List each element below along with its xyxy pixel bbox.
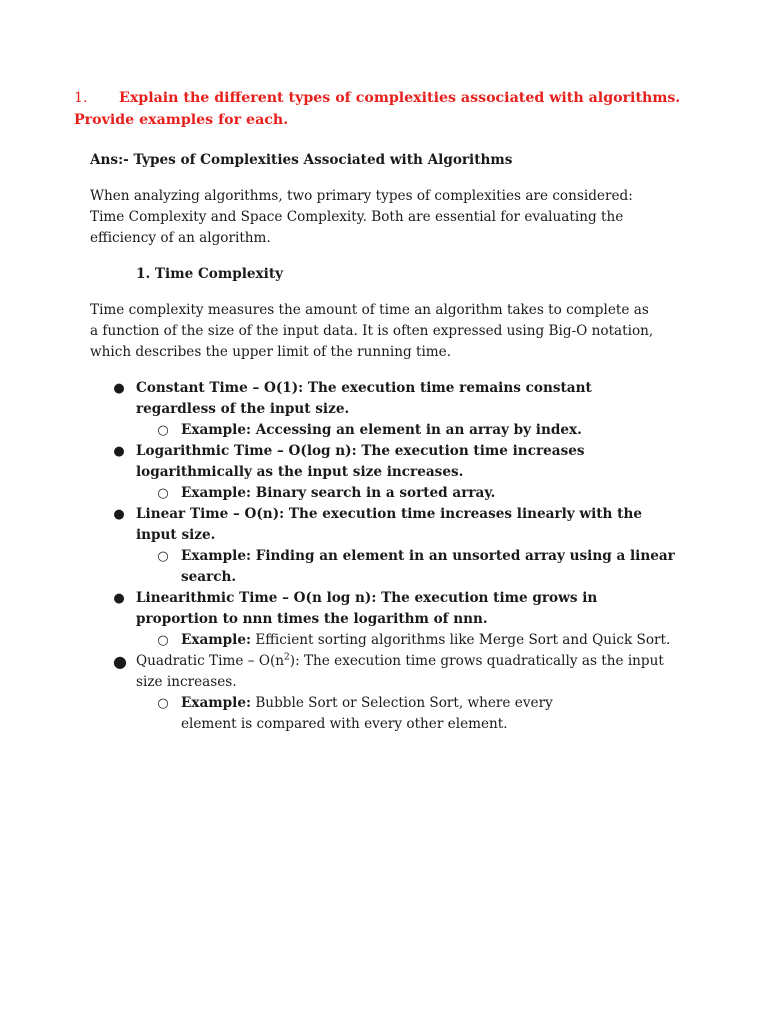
time-complexity-paragraph: Time complexity measures the amount of time an algorithm takes to complete as a function of the size of the input data. It is often expressed using Big-O notation, which describes the upper limit of the running time. bbox=[90, 302, 654, 360]
list-item-text: Linear Time – O(n): The execution time increases linearly with the input size. bbox=[136, 506, 642, 543]
list-item-constant-time bbox=[0, 378, 768, 420]
question-line-1: Explain the different types of complexities associated with algorithms. bbox=[119, 90, 681, 106]
sub-item-example bbox=[0, 483, 768, 504]
sub-item-example bbox=[0, 630, 768, 651]
example-label: Example: bbox=[181, 632, 251, 648]
example-text: Accessing an element in an array by index. bbox=[251, 422, 582, 438]
example-label: Example: bbox=[181, 548, 251, 564]
example-label: Example: bbox=[181, 485, 251, 501]
example-label: Example: bbox=[181, 695, 251, 711]
example-text: Bubble Sort or Selection Sort, where every element is compared with every other element. bbox=[181, 695, 553, 732]
question-line-2: Provide examples for each. bbox=[74, 111, 289, 128]
sub-item-example bbox=[0, 693, 768, 735]
circle-bullet-icon: ○ bbox=[157, 696, 169, 711]
example-label: Example: bbox=[181, 422, 251, 438]
question-number: 1. bbox=[74, 90, 88, 106]
bullet-icon: ● bbox=[113, 652, 127, 671]
sub-item-example bbox=[0, 420, 768, 441]
list-item-linearithmic-time bbox=[0, 588, 768, 630]
example-text: Efficient sorting algorithms like Merge Sort and Quick Sort. bbox=[251, 632, 671, 648]
bullet-icon: ● bbox=[113, 444, 125, 459]
complexity-list bbox=[0, 378, 768, 735]
list-item-text: Logarithmic Time – O(log n): The execution time increases logarithmically as the input size increases. bbox=[136, 443, 585, 480]
list-item-text: Linearithmic Time – O(n log n): The execution time grows in proportion to nnn times the logarithm of nnn. bbox=[136, 590, 598, 627]
list-item-logarithmic-time bbox=[0, 441, 768, 483]
bullet-icon: ● bbox=[113, 381, 125, 396]
bullet-icon: ● bbox=[113, 591, 125, 606]
example-text: Finding an element in an unsorted array using a linear search. bbox=[181, 548, 675, 585]
answer-heading: Ans:- Types of Complexities Associated with Algorithms bbox=[90, 152, 513, 168]
list-item-text: Quadratic Time – $O(n^2)$: The execution time grows quadratically as the input size increases. bbox=[136, 652, 664, 690]
circle-bullet-icon: ○ bbox=[157, 633, 169, 648]
question-heading bbox=[74, 88, 714, 131]
list-item-text: Constant Time – O(1): The execution time remains constant regardless of the input size. bbox=[136, 380, 592, 417]
circle-bullet-icon: ○ bbox=[157, 549, 169, 564]
circle-bullet-icon: ○ bbox=[157, 423, 169, 438]
bullet-icon: ● bbox=[113, 507, 125, 522]
section-heading-time-complexity: 1. Time Complexity bbox=[136, 266, 284, 282]
list-item-quadratic-time bbox=[0, 651, 768, 693]
example-text: Binary search in a sorted array. bbox=[251, 485, 496, 501]
circle-bullet-icon: ○ bbox=[157, 486, 169, 501]
list-item-linear-time bbox=[0, 504, 768, 546]
sub-item-example bbox=[0, 546, 768, 588]
intro-paragraph: When analyzing algorithms, two primary types of complexities are considered: Time Complexity and Space Complexity. Both are essential for evaluating the efficiency of an algorithm. bbox=[90, 188, 633, 246]
